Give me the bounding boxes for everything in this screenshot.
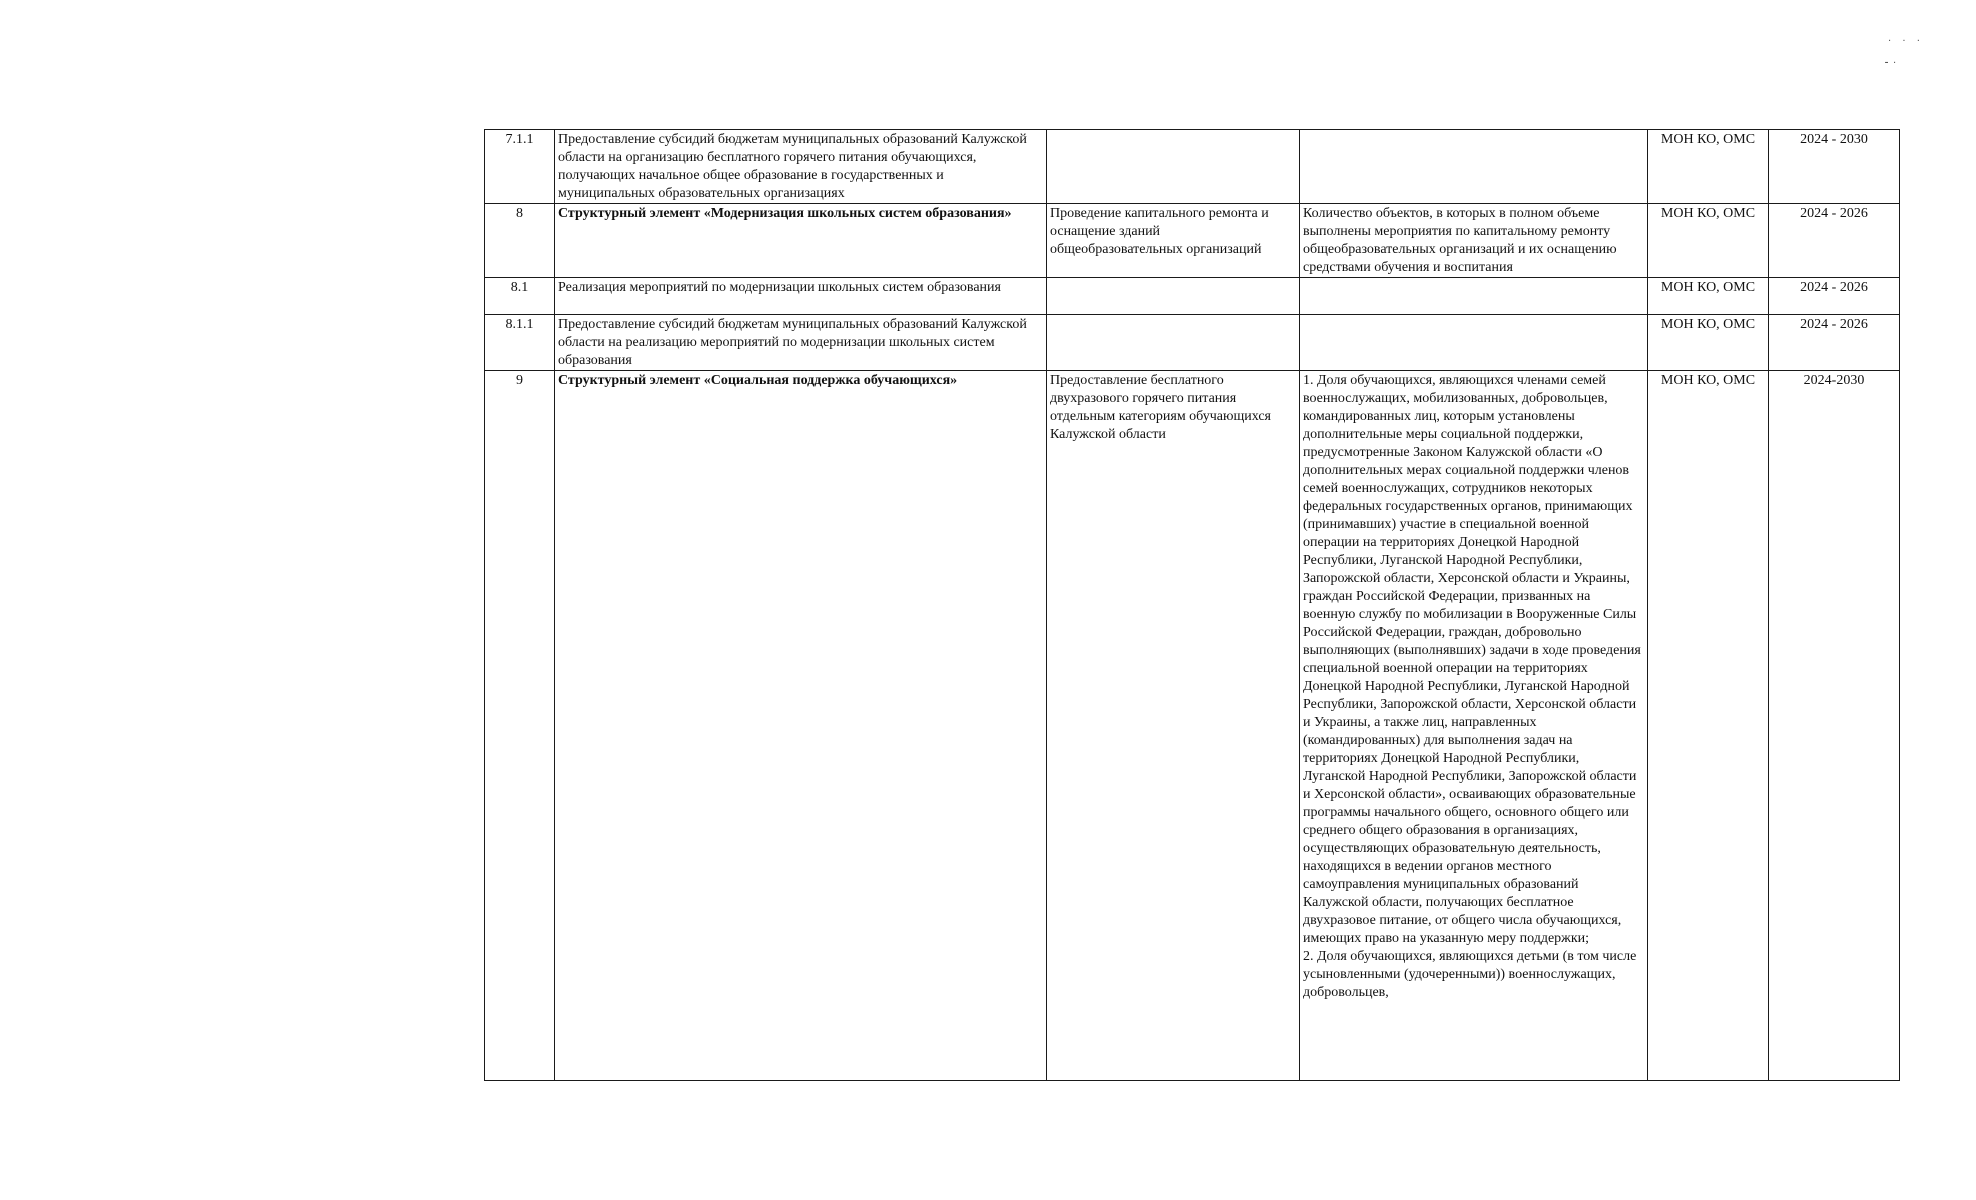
table-row (485, 371, 1900, 1081)
row-number: 8 (485, 204, 555, 278)
period-cell: 2024 - 2026 (1769, 204, 1900, 278)
scan-artifact: ⁃· (1884, 58, 1901, 69)
indicator-item-2: 2. Доля обучающихся, являющихся детьми (в том числе усыновленными (удочеренными)) военнослужащих, добровольцев, (1303, 949, 1637, 1000)
activity-name: Предоставление субсидий бюджетам муниципальных образований Калужской области на организацию бесплатного горячего питания обучающихся, получающих начальное общее образование в государственных и муниципальных образовательных организациях (555, 130, 1047, 204)
activity-name: Предоставление субсидий бюджетам муниципальных образований Калужской области на реализацию мероприятий по модернизации школьных систем образования (555, 315, 1047, 371)
task-cell (1047, 278, 1300, 315)
table-row (485, 315, 1900, 371)
task-cell (1047, 315, 1300, 371)
activity-name: Реализация мероприятий по модернизации школьных систем образования (555, 278, 1047, 315)
table-row (485, 278, 1900, 315)
indicator-cell (1300, 278, 1648, 315)
executor-cell: МОН КО, ОМС (1648, 371, 1769, 1081)
executor-cell: МОН КО, ОМС (1648, 278, 1769, 315)
row-number: 8.1.1 (485, 315, 555, 371)
row-number: 8.1 (485, 278, 555, 315)
executor-cell: МОН КО, ОМС (1648, 315, 1769, 371)
executor-cell: МОН КО, ОМС (1648, 204, 1769, 278)
indicator-cell (1300, 371, 1648, 1081)
structural-element-name: Структурный элемент «Модернизация школьных систем образования» (555, 204, 1047, 278)
period-cell: 2024-2030 (1769, 371, 1900, 1081)
indicator-item-1: 1. Доля обучающихся, являющихся членами семей военнослужащих, мобилизованных, добровольцев, командированных лиц, которым установлены дополнительные меры социальной поддержки, предусмотренные Законом Калужской области «О дополнительных мерах социальной поддержки членов семей военнослужащих, сотрудников некоторых федеральных государственных органов, принимающих (принимавших) участие в специальной военной операции на территориях Донецкой Народной Республики, Луганской Народной Республики, Запорожской области, Херсонской области и Украины, граждан Российской Федерации, призванных на военную службу по мобилизации в Вооруженные Силы Российской Федерации, граждан, добровольно выполняющих (выполнявших) задачи в ходе проведения специальной военной операции на территориях Донецкой Народной Республики, Луганской Народной Республики, Запорожской области, Херсонской области и Украины, а также лиц, направленных (командированных) для выполнения задач на территориях Донецкой Народной Республики, Луганской Народной Республики, Запорожской области и Херсонской области», осваивающих образовательные программы начального общего, основного общего или среднего общего образования в организациях, осуществляющих образовательную деятельность, находящихся в ведении органов местного самоуправления муниципальных образований Калужской области, получающих бесплатное двухразовое питание, от общего числа обучающихся, имеющих право на указанную меру поддержки; (1303, 373, 1641, 946)
period-cell: 2024 - 2030 (1769, 130, 1900, 204)
table-row (485, 204, 1900, 278)
task-cell: Проведение капитального ремонта и оснащение зданий общеобразовательных организаций (1047, 204, 1300, 278)
executor-cell: МОН КО, ОМС (1648, 130, 1769, 204)
table-row (485, 130, 1900, 204)
indicator-cell (1300, 315, 1648, 371)
program-activities-table (484, 129, 1900, 1081)
row-number: 7.1.1 (485, 130, 555, 204)
row-number: 9 (485, 371, 555, 1081)
task-cell: Предоставление бесплатного двухразового горячего питания отдельным категориям обучающихся Калужской области (1047, 371, 1300, 1081)
indicator-cell: Количество объектов, в которых в полном объеме выполнены мероприятия по капитальному ремонту общеобразовательных организаций и их оснащению средствами обучения и воспитания (1300, 204, 1648, 278)
period-cell: 2024 - 2026 (1769, 278, 1900, 315)
task-cell (1047, 130, 1300, 204)
indicator-cell (1300, 130, 1648, 204)
period-cell: 2024 - 2026 (1769, 315, 1900, 371)
structural-element-name: Структурный элемент «Социальная поддержка обучающихся» (555, 371, 1047, 1081)
scan-artifact: · · · (1888, 36, 1924, 47)
